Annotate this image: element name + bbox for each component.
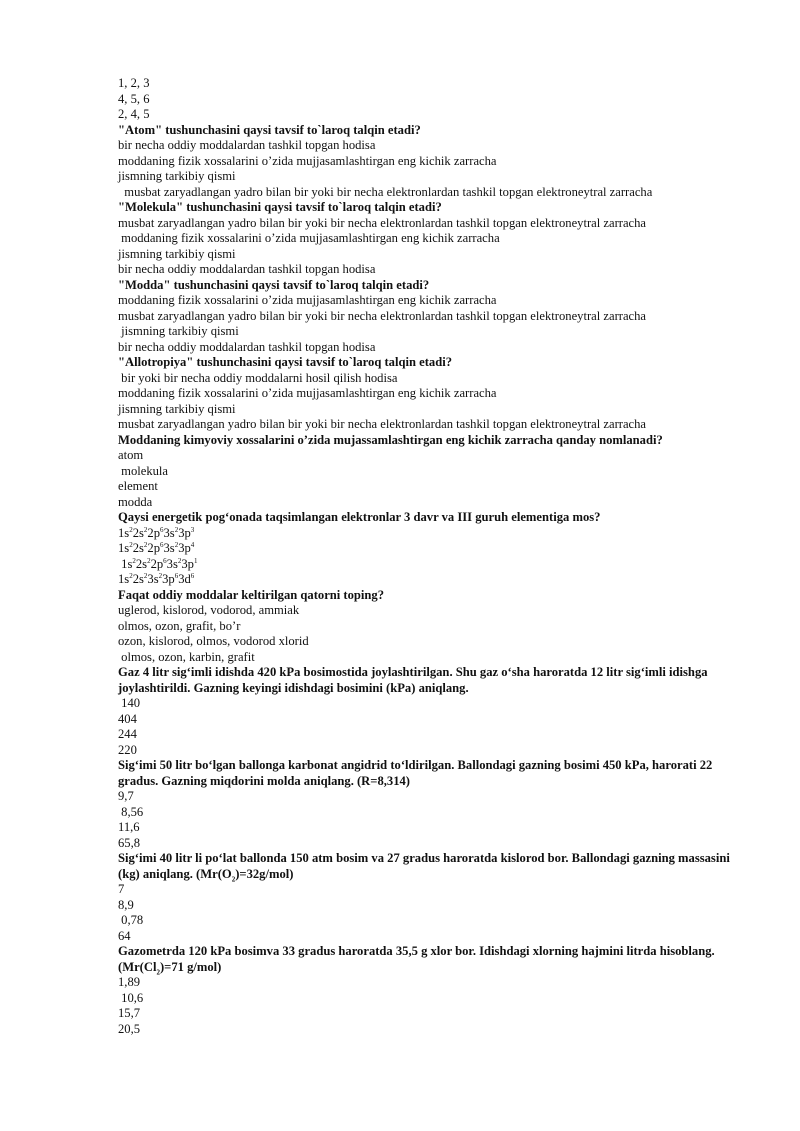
answer-option: 20,5 [118,1021,141,1036]
answer-option: jismning tarkibiy qismi [118,169,236,183]
answer-option: 1, 2, 3 [118,76,150,90]
answer-option: bir necha oddiy moddalardan tashkil topgan hodisa [118,339,376,354]
question-text: Gaz 4 litr sig‘imli idishda 420 kPa bosimostida joylashtirilgan. Shu gaz o‘sha haroratda 12 litr sig‘imli idishga joylashtirildi. Gazning keyingi idishdagi bosimini (kPa) aniqlang. [118,665,708,695]
answer-option: 4, 5, 6 [118,91,150,106]
answer-option: musbat zaryadlangan yadro bilan bir yoki bir necha elektronlardan tashkil topgan elektroneytral zarracha [118,184,653,199]
answer-option: moddaning fizik xossalarini o’zida mujjasamlashtirgan eng kichik zarracha [118,231,500,245]
answer-option: ozon, kislorod, olmos, vodorod xlorid [118,634,309,648]
answer-option: bir necha oddiy moddalardan tashkil topgan hodisa [118,262,376,276]
answer-option: 15,7 [118,1006,141,1020]
answer-option: olmos, ozon, karbin, grafit [118,649,255,664]
answer-option: 7 [118,882,125,896]
answer-option: atom [118,448,144,462]
answer-option: uglerod, kislorod, vodorod, ammiak [118,603,300,617]
answer-option: 0,78 [118,913,144,927]
answer-option: moddaning fizik xossalarini o’zida mujjasamlashtirgan eng kichik zarracha [118,386,497,400]
question-text: "Modda" tushunchasini qaysi tavsif to`laroq talqin etadi? [118,277,430,292]
answer-option: jismning tarkibiy qismi [118,324,239,338]
answer-option: molekula [118,463,169,478]
answer-option: 8,56 [118,804,144,819]
question-text: Qaysi energetik pog‘onada taqsimlangan elektronlar 3 davr va III guruh elementiga mos? [118,510,601,524]
answer-option: 244 [118,727,137,741]
answer-option: 8,9 [118,897,134,912]
question-text: "Atom" tushunchasini qaysi tavsif to`laroq talqin etadi? [118,122,421,137]
answer-option: $1s^22s^22p^63s^23p^3$ [118,525,195,540]
answer-option: $1s^22s^22p^63s^23p^1$ [118,556,198,571]
answer-option: $1s^22s^23s^23p^63d^6$ [118,571,195,586]
answer-option: moddaning fizik xossalarini o’zida mujjasamlashtirgan eng kichik zarracha [118,293,497,307]
answer-option: 10,6 [118,990,144,1005]
question-text: "Allotropiya" tushunchasini qaysi tavsif to`laroq talqin etadi? [118,355,453,369]
answer-option: 11,6 [118,820,140,834]
answer-option: jismning tarkibiy qismi [118,246,236,261]
answer-option: musbat zaryadlangan yadro bilan bir yoki bir necha elektronlardan tashkil topgan elektroneytral zarracha [118,417,647,431]
answer-option: bir necha oddiy moddalardan tashkil topgan hodisa [118,138,376,152]
question-text: Faqat oddiy moddalar keltirilgan qatorni toping? [118,587,385,602]
answer-option: 140 [118,696,141,710]
answer-option: 9,7 [118,789,134,803]
answer-option: element [118,479,158,493]
answer-option: 220 [118,742,137,757]
question-text: Sig‘imi 40 litr li po‘lat ballonda 150 atm bosim va 27 gradus haroratda kislorod bor. Ballondagi gazning massasini (kg) aniqlang. $(Mr(O_2)=32g/mol)$ [118,851,730,884]
answer-option: modda [118,494,153,509]
document-page [118,76,738,1037]
answer-option: 65,8 [118,835,141,850]
answer-option: 2, 4, 5 [118,107,150,121]
answer-option: 404 [118,711,137,726]
answer-option: musbat zaryadlangan yadro bilan bir yoki bir necha elektronlardan tashkil topgan elektroneytral zarracha [118,215,647,230]
question-text: Gazometrda 120 kPa bosimva 33 gradus haroratda 35,5 g xlor bor. Idishdagi xlorning hajmini litrda hisoblang. ($Mr(Cl_2)=71$ g/mol) [118,944,718,977]
answer-option: bir yoki bir necha oddiy moddalarni hosil qilish hodisa [118,370,398,385]
answer-option: musbat zaryadlangan yadro bilan bir yoki bir necha elektronlardan tashkil topgan elektroneytral zarracha [118,308,647,323]
answer-option: olmos, ozon, grafit, bo’r [118,618,241,633]
answer-option: jismning tarkibiy qismi [118,401,236,416]
question-text: Moddaning kimyoviy xossalarini o’zida mujassamlashtirgan eng kichik zarracha qanday nomlanadi? [118,432,663,447]
question-text: Sig‘imi 50 litr bo‘lgan ballonga karbonat angidrid to‘ldirilgan. Ballondagi gazning bosimi 450 kPa, harorati 22 gradus. Gazning miqdorini molda aniqlang. (R=8,314) [118,758,713,788]
answer-option: 1,89 [118,975,141,989]
question-text: "Molekula" tushunchasini qaysi tavsif to`laroq talqin etadi? [118,200,442,214]
answer-option: $1s^22s^22p^63s^23p^4$ [118,540,195,555]
answer-option: moddaning fizik xossalarini o’zida mujjasamlashtirgan eng kichik zarracha [118,153,497,168]
answer-option: 64 [118,928,131,943]
